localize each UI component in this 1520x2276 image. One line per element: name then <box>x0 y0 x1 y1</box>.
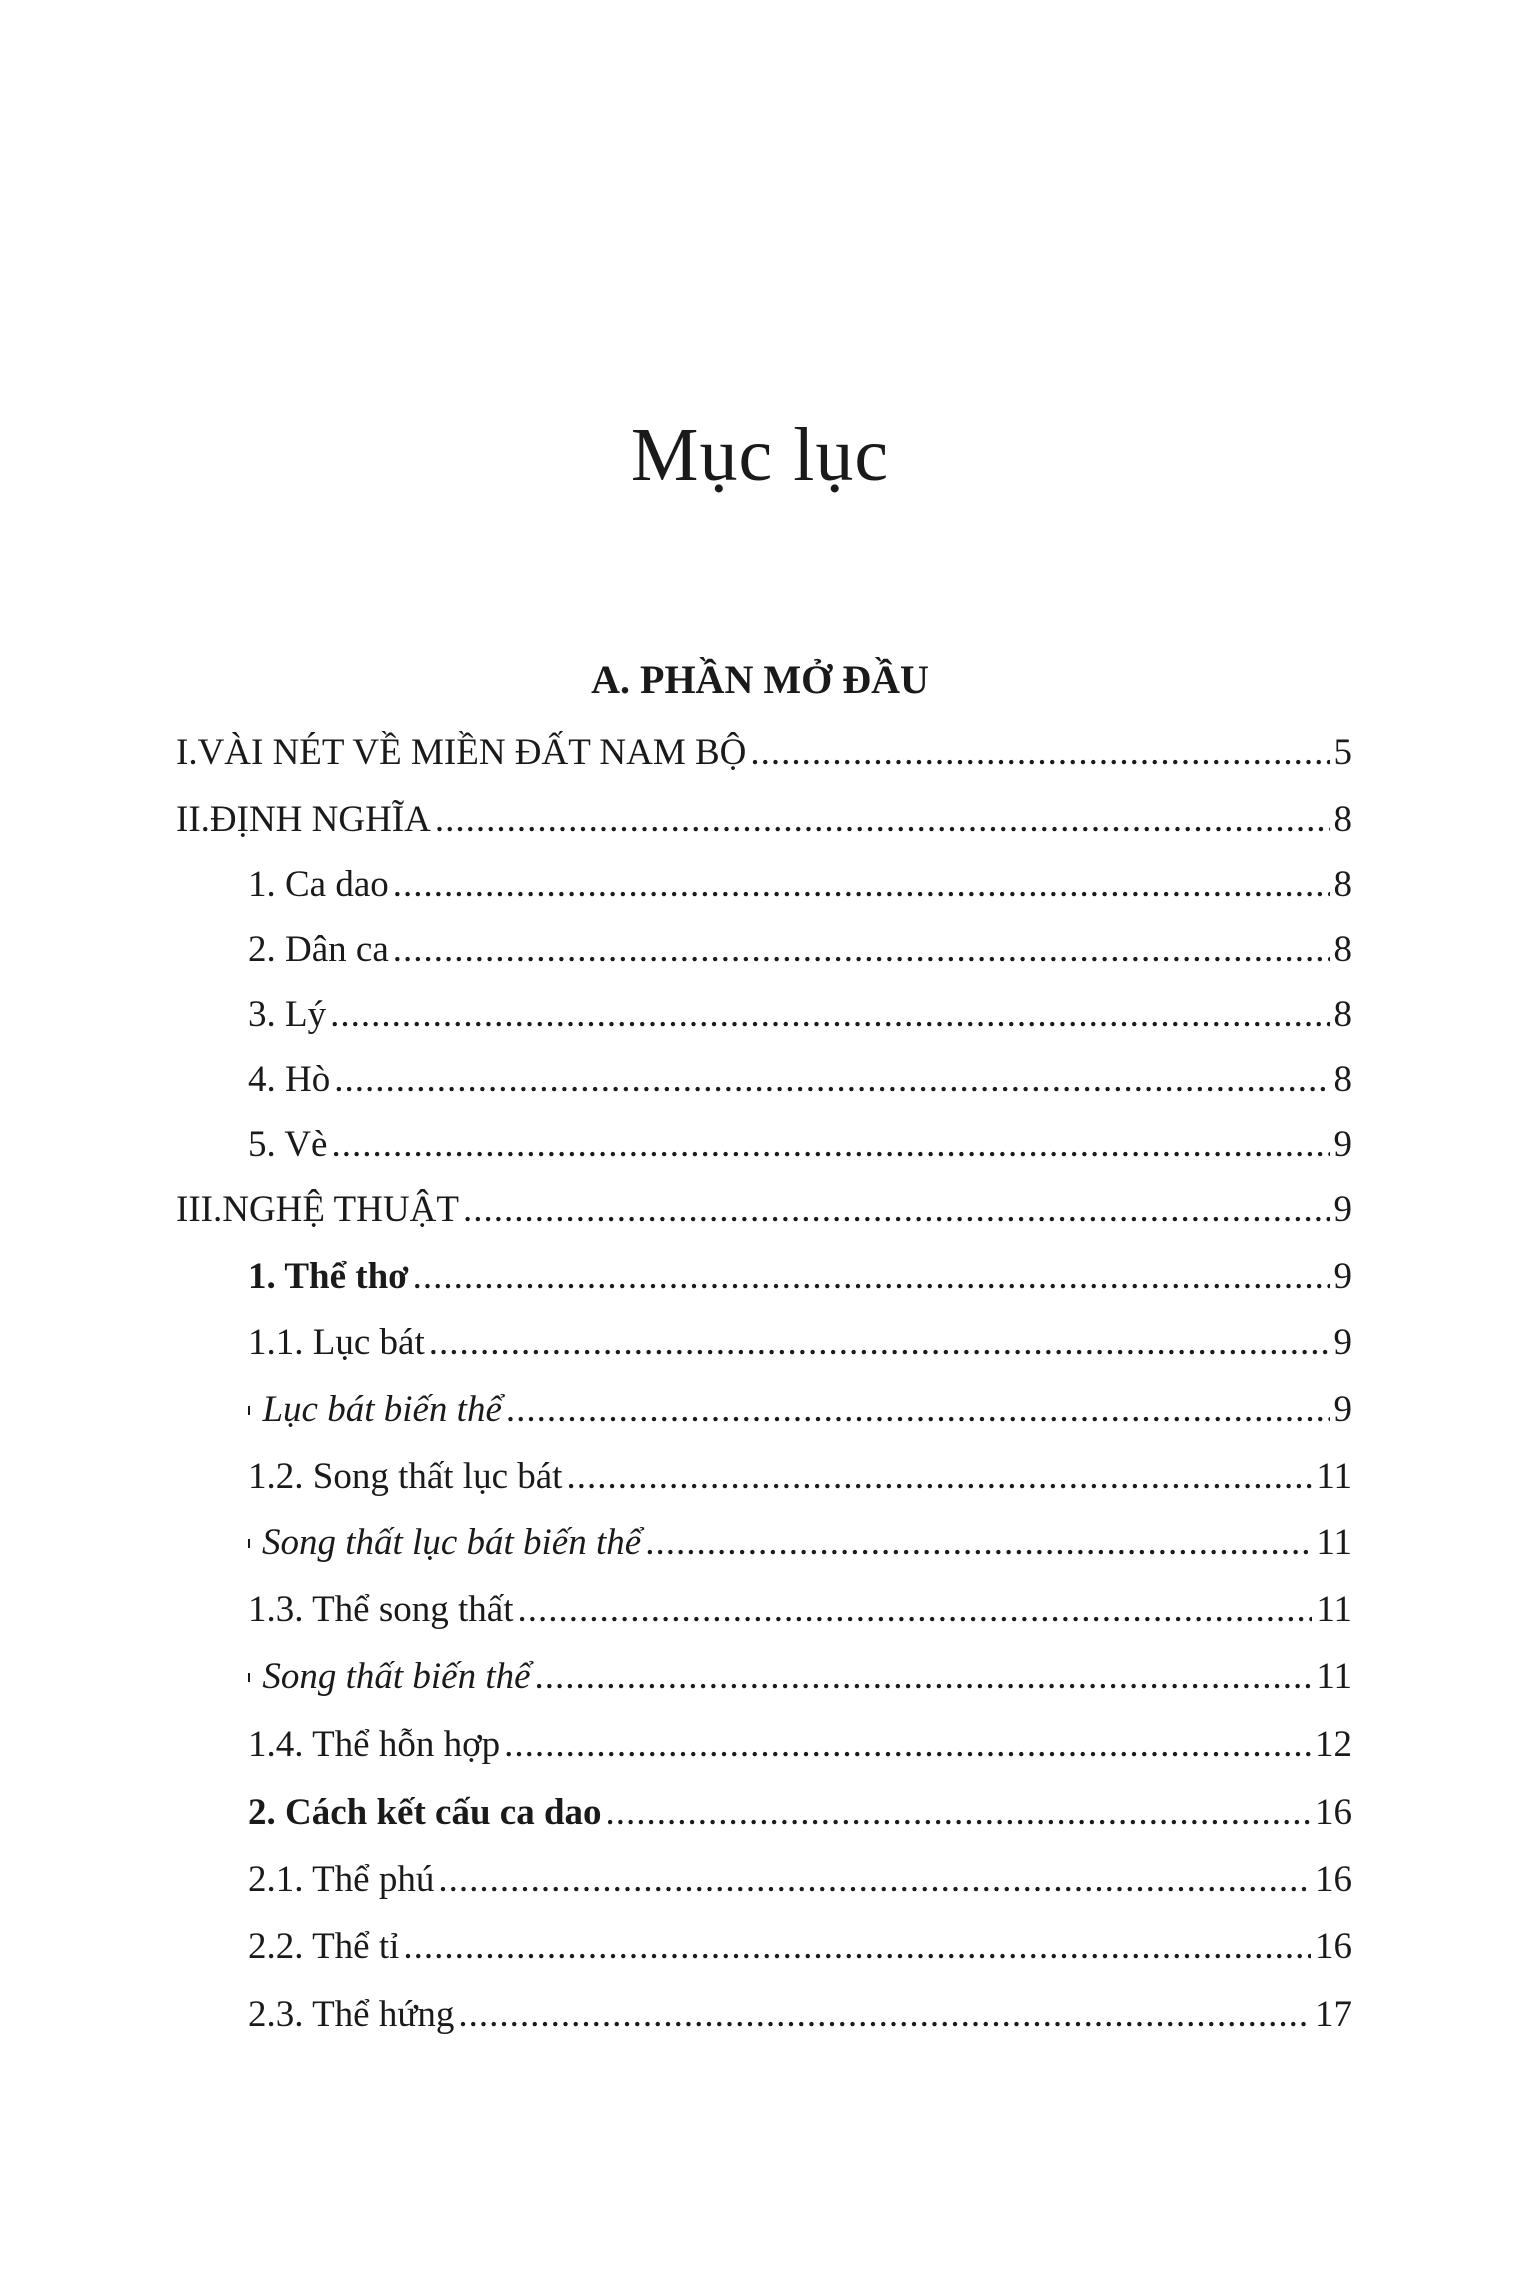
dot-leader <box>334 1055 1329 1105</box>
entry-number: II. <box>176 799 210 840</box>
entry-page: 8 <box>1333 994 1352 1035</box>
toc-entry <box>248 1652 1352 1702</box>
toc-entry <box>248 1585 1352 1635</box>
toc-entry <box>248 1452 1352 1502</box>
toc-entry <box>248 1922 1352 1972</box>
toc-entry <box>248 1990 1352 2040</box>
entry-label: 2. Dân ca <box>248 929 389 970</box>
entry-page: 8 <box>1333 1059 1352 1100</box>
entry-label: VÀI NÉT VỀ MIỀN ĐẤT NAM BỘ <box>197 732 747 773</box>
toc-entry <box>248 1855 1352 1905</box>
entry-page: 16 <box>1315 1792 1352 1833</box>
dot-leader <box>429 1318 1330 1368</box>
dot-leader <box>518 1585 1313 1635</box>
entry-label: 1.1. Lục bát <box>248 1322 425 1363</box>
toc-entry <box>248 1252 1352 1302</box>
dot-leader <box>645 1518 1312 1568</box>
toc-entry <box>176 795 1352 845</box>
entry-label: 4. Hò <box>248 1059 331 1100</box>
entry-label: 1.3. Thể song thất <box>248 1589 514 1630</box>
dot-leader <box>331 1120 1329 1170</box>
entry-page: 11 <box>1316 1589 1352 1630</box>
entry-label: 1.2. Song thất lục bát <box>248 1456 563 1497</box>
square-bullet-icon <box>248 1406 250 1415</box>
entry-page: 16 <box>1315 1859 1352 1900</box>
entry-page: 8 <box>1333 799 1352 840</box>
toc-entry <box>248 990 1352 1040</box>
entry-page: 11 <box>1316 1656 1352 1697</box>
entry-page: 16 <box>1315 1926 1352 1967</box>
entry-label: 3. Lý <box>248 994 327 1035</box>
entry-label: NGHỆ THUẬT <box>222 1189 459 1230</box>
entry-page: 12 <box>1315 1724 1352 1765</box>
entry-page: 11 <box>1316 1456 1352 1497</box>
entry-label: 1.4. Thể hỗn hợp <box>248 1724 501 1765</box>
dot-leader <box>393 860 1330 910</box>
entry-number: I. <box>176 732 198 773</box>
toc-entry <box>248 1120 1352 1170</box>
section-heading: A. PHẦN MỞ ĐẦU <box>591 657 929 702</box>
dot-leader <box>463 1185 1330 1235</box>
entry-page: 9 <box>1333 1322 1352 1363</box>
entry-number: III. <box>176 1189 223 1230</box>
toc-entry <box>248 1518 1352 1568</box>
page-title: Mục lục <box>630 413 890 497</box>
entry-label: Lục bát biến thể <box>262 1389 502 1430</box>
dot-leader <box>413 1252 1330 1302</box>
entry-page: 9 <box>1333 1389 1352 1430</box>
dot-leader <box>330 990 1329 1040</box>
entry-label: 2.1. Thể phú <box>248 1859 435 1900</box>
entry-page: 11 <box>1316 1522 1352 1563</box>
toc-entry <box>248 1318 1352 1368</box>
entry-label: 5. Vè <box>248 1124 328 1165</box>
entry-label: 1. Thể thơ <box>248 1256 409 1297</box>
dot-leader <box>506 1385 1330 1435</box>
toc-entry <box>248 860 1352 910</box>
entry-label: 2. Cách kết cấu ca dao <box>248 1792 602 1833</box>
entry-label: 2.2. Thể tỉ <box>248 1926 400 1967</box>
entry-label: Song thất biến thể <box>262 1656 531 1697</box>
dot-leader <box>606 1788 1311 1838</box>
toc-entry <box>248 1385 1352 1435</box>
entry-label: 2.3. Thể hứng <box>248 1994 455 2035</box>
entry-page: 9 <box>1333 1124 1352 1165</box>
square-bullet-icon <box>248 1673 250 1682</box>
entry-label: ĐỊNH NGHĨA <box>209 799 431 840</box>
entry-page: 8 <box>1333 864 1352 905</box>
entry-page: 8 <box>1333 929 1352 970</box>
dot-leader <box>750 728 1329 778</box>
entry-page: 9 <box>1333 1189 1352 1230</box>
entry-page: 9 <box>1333 1256 1352 1297</box>
dot-leader <box>504 1720 1311 1770</box>
dot-leader <box>566 1452 1312 1502</box>
dot-leader <box>535 1652 1313 1702</box>
toc-entry <box>176 1185 1352 1235</box>
entry-page: 17 <box>1315 1994 1352 2035</box>
toc-entry <box>176 728 1352 778</box>
toc-entry <box>248 1720 1352 1770</box>
entry-label: Song thất lục bát biến thể <box>261 1522 642 1563</box>
dot-leader <box>393 925 1330 975</box>
toc-entry <box>248 1788 1352 1838</box>
dot-leader <box>438 1855 1311 1905</box>
dot-leader <box>458 1990 1311 2040</box>
dot-leader <box>403 1922 1311 1972</box>
entry-page: 5 <box>1333 732 1352 773</box>
dot-leader <box>435 795 1330 845</box>
square-bullet-icon <box>248 1539 250 1548</box>
toc-entry <box>248 925 1352 975</box>
toc-entry <box>248 1055 1352 1105</box>
entry-label: 1. Ca dao <box>248 864 389 905</box>
